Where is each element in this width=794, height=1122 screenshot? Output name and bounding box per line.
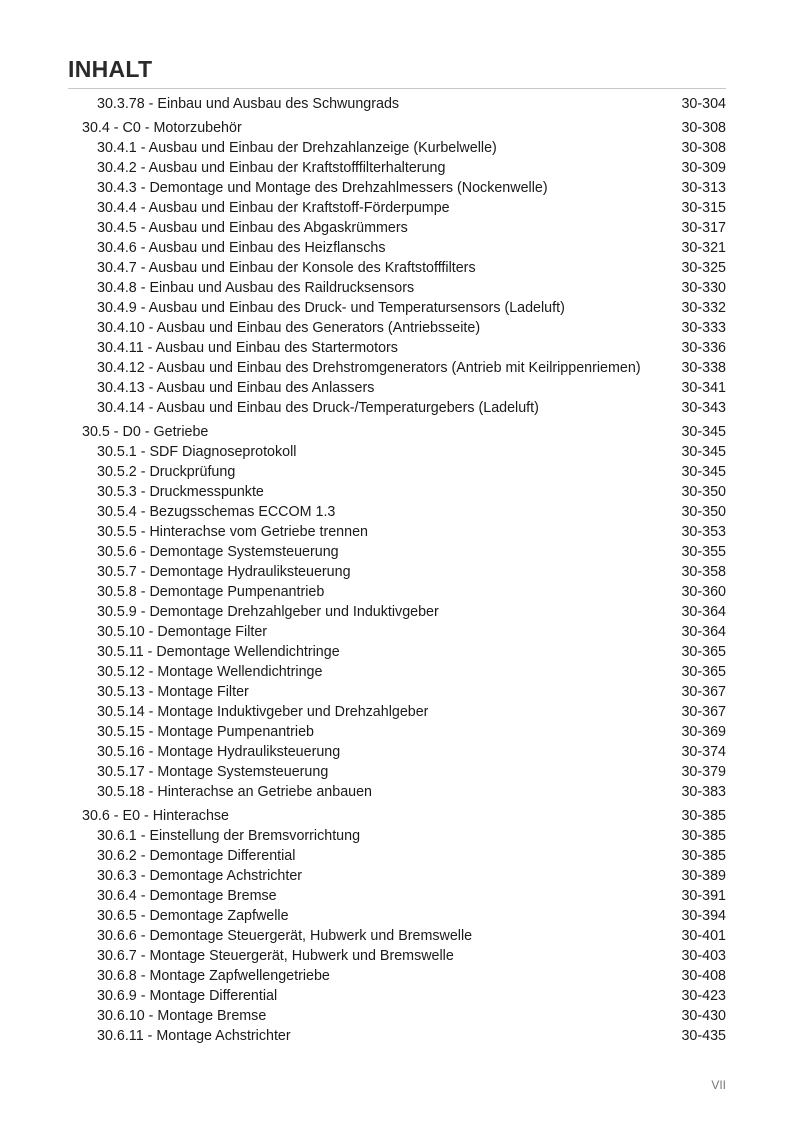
toc-entry-page: 30-336 [681, 340, 726, 356]
toc-entry-page: 30-389 [681, 868, 726, 884]
toc-entry[interactable] [68, 846, 726, 866]
toc-entry[interactable] [68, 642, 726, 662]
toc-entry[interactable] [68, 398, 726, 418]
toc-entry[interactable] [68, 986, 726, 1006]
toc-entry[interactable] [68, 562, 726, 582]
toc-entry-page: 30-367 [681, 704, 726, 720]
toc-entry-title: 30.5.13 - Montage Filter [97, 684, 249, 700]
toc-entry[interactable] [68, 1006, 726, 1026]
toc-entry-page: 30-401 [681, 928, 726, 944]
toc-entry[interactable] [68, 378, 726, 398]
toc-entry-title: 30.6.8 - Montage Zapfwellengetriebe [97, 968, 330, 984]
toc-entry-title: 30.6.6 - Demontage Steuergerät, Hubwerk und Bremswelle [97, 928, 473, 944]
toc-entry-page: 30-343 [681, 400, 726, 416]
toc-entry-title: 30.6.9 - Montage Differential [97, 988, 278, 1004]
toc-section-entry[interactable] [68, 806, 726, 826]
toc-entry[interactable] [68, 762, 726, 782]
toc-entry-title: 30.5.14 - Montage Induktivgeber und Drehzahlgeber [97, 704, 429, 720]
toc-entry-title: 30.4.8 - Einbau und Ausbau des Raildrucksensors [97, 280, 415, 296]
toc-entry[interactable] [68, 218, 726, 238]
toc-entry[interactable] [68, 298, 726, 318]
toc-entry[interactable] [68, 462, 726, 482]
toc-entry-title: 30.5 - D0 - Getriebe [82, 424, 209, 440]
toc-entry[interactable] [68, 702, 726, 722]
toc-entry-page: 30-374 [681, 744, 726, 760]
toc-entry-title: 30.6.7 - Montage Steuergerät, Hubwerk und Bremswelle [97, 948, 454, 964]
toc-entry-page: 30-309 [681, 160, 726, 176]
toc-entry-page: 30-350 [681, 484, 726, 500]
toc-entry-title: 30.5.3 - Druckmesspunkte [97, 484, 264, 500]
toc-entry-page: 30-350 [681, 504, 726, 520]
toc-entry[interactable] [68, 906, 726, 926]
table-of-contents [68, 94, 726, 1046]
toc-entry[interactable] [68, 602, 726, 622]
toc-entry[interactable] [68, 946, 726, 966]
toc-entry-page: 30-403 [681, 948, 726, 964]
toc-entry[interactable] [68, 198, 726, 218]
toc-entry-title: 30.4.11 - Ausbau und Einbau des Startermotors [97, 340, 398, 356]
toc-entry-page: 30-394 [681, 908, 726, 924]
toc-entry[interactable] [68, 94, 726, 114]
toc-entry-page: 30-330 [681, 280, 726, 296]
toc-entry[interactable] [68, 358, 726, 378]
toc-entry-title: 30.4.13 - Ausbau und Einbau des Anlassers [97, 380, 375, 396]
toc-entry-page: 30-353 [681, 524, 726, 540]
toc-entry-title: 30.6.4 - Demontage Bremse [97, 888, 277, 904]
toc-entry-page: 30-435 [681, 1028, 726, 1044]
toc-entry-page: 30-317 [681, 220, 726, 236]
toc-entry-title: 30.5.9 - Demontage Drehzahlgeber und Induktivgeber [97, 604, 439, 620]
toc-entry-page: 30-367 [681, 684, 726, 700]
toc-entry[interactable] [68, 1026, 726, 1046]
toc-entry-title: 30.6.5 - Demontage Zapfwelle [97, 908, 289, 924]
toc-entry-title: 30.5.7 - Demontage Hydrauliksteuerung [97, 564, 351, 580]
toc-entry-page: 30-345 [681, 464, 726, 480]
toc-entry-title: 30.5.1 - SDF Diagnoseprotokoll [97, 444, 297, 460]
toc-entry[interactable] [68, 866, 726, 886]
toc-entry-title: 30.5.17 - Montage Systemsteuerung [97, 764, 329, 780]
toc-entry[interactable] [68, 542, 726, 562]
toc-entry-title: 30.4.7 - Ausbau und Einbau der Konsole des Kraftstofffilters [97, 260, 476, 276]
toc-entry-title: 30.4.14 - Ausbau und Einbau des Druck-/Temperaturgebers (Ladeluft) [97, 400, 539, 416]
toc-entry-title: 30.5.8 - Demontage Pumpenantrieb [97, 584, 325, 600]
toc-entry-page: 30-391 [681, 888, 726, 904]
toc-entry-title: 30.6 - E0 - Hinterachse [82, 808, 230, 824]
toc-entry[interactable] [68, 318, 726, 338]
toc-entry-title: 30.5.6 - Demontage Systemsteuerung [97, 544, 339, 560]
title-divider [68, 88, 726, 89]
toc-entry-page: 30-408 [681, 968, 726, 984]
toc-entry-page: 30-308 [681, 140, 726, 156]
toc-entry-title: 30.5.10 - Demontage Filter [97, 624, 268, 640]
toc-entry[interactable] [68, 522, 726, 542]
toc-entry-page: 30-333 [681, 320, 726, 336]
toc-entry-page: 30-358 [681, 564, 726, 580]
toc-entry-title: 30.5.2 - Druckprüfung [97, 464, 236, 480]
toc-entry-page: 30-423 [681, 988, 726, 1004]
toc-section-entry[interactable] [68, 118, 726, 138]
toc-entry[interactable] [68, 722, 726, 742]
toc-entry-page: 30-321 [681, 240, 726, 256]
toc-entry-page: 30-332 [681, 300, 726, 316]
toc-entry-title: 30.4.4 - Ausbau und Einbau der Kraftstoff-Förderpumpe [97, 200, 450, 216]
toc-entry-page: 30-338 [681, 360, 726, 376]
toc-entry-title: 30.5.11 - Demontage Wellendichtringe [97, 644, 340, 660]
toc-entry-title: 30.6.1 - Einstellung der Bremsvorrichtung [97, 828, 361, 844]
toc-entry-title: 30.4 - C0 - Motorzubehör [82, 120, 242, 136]
toc-entry-page: 30-304 [681, 96, 726, 112]
toc-entry-page: 30-315 [681, 200, 726, 216]
toc-entry-page: 30-360 [681, 584, 726, 600]
toc-section-entry[interactable] [68, 422, 726, 442]
toc-entry-title: 30.4.3 - Demontage und Montage des Drehzahlmessers (Nockenwelle) [97, 180, 548, 196]
toc-entry-page: 30-430 [681, 1008, 726, 1024]
toc-entry-title: 30.4.1 - Ausbau und Einbau der Drehzahlanzeige (Kurbelwelle) [97, 140, 497, 156]
toc-entry-title: 30.5.15 - Montage Pumpenantrieb [97, 724, 314, 740]
toc-entry-title: 30.5.12 - Montage Wellendichtringe [97, 664, 323, 680]
page-title: INHALT [68, 56, 153, 82]
toc-entry-title: 30.6.3 - Demontage Achstrichter [97, 868, 303, 884]
toc-entry-page: 30-313 [681, 180, 726, 196]
toc-entry[interactable] [68, 742, 726, 762]
toc-entry[interactable] [68, 338, 726, 358]
toc-entry[interactable] [68, 582, 726, 602]
toc-entry-page: 30-365 [681, 644, 726, 660]
toc-entry[interactable] [68, 966, 726, 986]
toc-entry[interactable] [68, 926, 726, 946]
toc-entry[interactable] [68, 682, 726, 702]
toc-entry-title: 30.4.10 - Ausbau und Einbau des Generators (Antriebsseite) [97, 320, 481, 336]
toc-entry-page: 30-385 [681, 808, 726, 824]
toc-entry[interactable] [68, 138, 726, 158]
toc-entry-title: 30.3.78 - Einbau und Ausbau des Schwungrads [97, 96, 400, 112]
toc-entry-title: 30.4.9 - Ausbau und Einbau des Druck- und Temperatursensors (Ladeluft) [97, 300, 565, 316]
toc-entry[interactable] [68, 482, 726, 502]
toc-entry-page: 30-308 [681, 120, 726, 136]
toc-entry[interactable] [68, 238, 726, 258]
toc-entry-page: 30-345 [681, 424, 726, 440]
toc-entry-title: 30.4.12 - Ausbau und Einbau des Drehstromgenerators (Antrieb mit Keilrippenriemen) [97, 360, 641, 376]
toc-entry-title: 30.4.6 - Ausbau und Einbau des Heizflanschs [97, 240, 386, 256]
toc-entry[interactable] [68, 826, 726, 846]
toc-entry-title: 30.4.2 - Ausbau und Einbau der Kraftstofffilterhalterung [97, 160, 446, 176]
toc-entry-page: 30-345 [681, 444, 726, 460]
toc-entry-title: 30.4.5 - Ausbau und Einbau des Abgaskrümmers [97, 220, 408, 236]
toc-entry-page: 30-385 [681, 848, 726, 864]
toc-entry[interactable] [68, 662, 726, 682]
toc-entry[interactable] [68, 622, 726, 642]
toc-entry-title: 30.5.5 - Hinterachse vom Getriebe trennen [97, 524, 368, 540]
toc-entry-page: 30-385 [681, 828, 726, 844]
toc-entry-title: 30.5.16 - Montage Hydrauliksteuerung [97, 744, 341, 760]
toc-entry[interactable] [68, 158, 726, 178]
toc-entry[interactable] [68, 442, 726, 462]
toc-entry[interactable] [68, 502, 726, 522]
toc-entry-page: 30-341 [681, 380, 726, 396]
toc-entry-page: 30-369 [681, 724, 726, 740]
toc-entry[interactable] [68, 782, 726, 802]
toc-entry[interactable] [68, 886, 726, 906]
toc-entry-page: 30-325 [681, 260, 726, 276]
toc-entry-page: 30-364 [681, 604, 726, 620]
toc-entry[interactable] [68, 178, 726, 198]
toc-entry-title: 30.6.11 - Montage Achstrichter [97, 1028, 291, 1044]
toc-entry-page: 30-379 [681, 764, 726, 780]
toc-entry[interactable] [68, 258, 726, 278]
toc-entry-page: 30-364 [681, 624, 726, 640]
toc-entry-title: 30.5.18 - Hinterachse an Getriebe anbauen [97, 784, 373, 800]
toc-entry[interactable] [68, 278, 726, 298]
toc-entry-page: 30-365 [681, 664, 726, 680]
toc-entry-title: 30.6.2 - Demontage Differential [97, 848, 296, 864]
page-number: VII [711, 1078, 726, 1092]
toc-entry-title: 30.5.4 - Bezugsschemas ECCOM 1.3 [97, 504, 336, 520]
toc-entry-page: 30-383 [681, 784, 726, 800]
toc-entry-page: 30-355 [681, 544, 726, 560]
toc-entry-title: 30.6.10 - Montage Bremse [97, 1008, 267, 1024]
